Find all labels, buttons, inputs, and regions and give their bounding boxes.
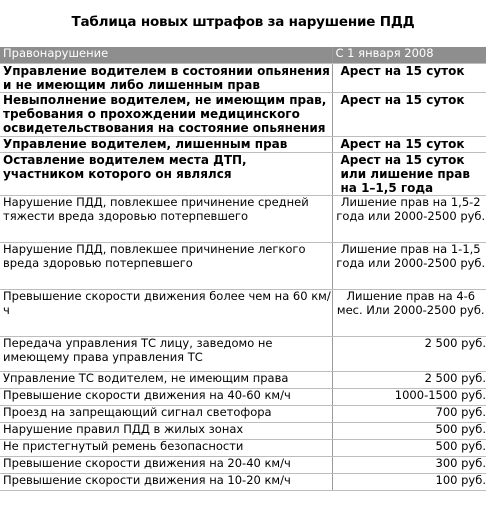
offense-cell: Нарушение ПДД, повлекшее причинение средней тяжести вреда здоровью потерпевшего xyxy=(0,196,332,243)
offense-cell: Нарушение ПДД, повлекшее причинение легкого вреда здоровью потерпевшего xyxy=(0,243,332,290)
penalty-cell: Лишение прав на 4-6 мес. Или 2000-2500 руб. xyxy=(332,290,486,337)
offense-cell: Не пристегнутый ремень безопасности xyxy=(0,440,332,457)
offense-cell: Управление водителем, лишенным прав xyxy=(0,137,332,153)
table-row xyxy=(0,64,486,93)
offense-cell: Превышение скорости движения на 10-20 км/ч xyxy=(0,474,332,491)
offense-cell: Превышение скорости движения на 20-40 км/ч xyxy=(0,457,332,474)
header-offense: Правонарушение xyxy=(0,47,332,64)
penalty-cell: Арест на 15 суток xyxy=(332,93,486,137)
penalty-cell: Лишение прав на 1-1,5 года или 2000-2500 руб. xyxy=(332,243,486,290)
page-title: Таблица новых штрафов за нарушение ПДД xyxy=(71,14,415,30)
offense-cell: Управление водителем в состоянии опьянения и не имеющим либо лишенным прав xyxy=(0,64,332,93)
table-row xyxy=(0,423,486,440)
penalty-cell: 300 руб. xyxy=(332,457,486,474)
penalty-cell: Арест на 15 суток или лишение прав на 1–1,5 года xyxy=(332,153,486,196)
offense-cell: Превышение скорости движения на 40-60 км/ч xyxy=(0,389,332,406)
penalty-cell: 100 руб. xyxy=(332,474,486,491)
table-header-row xyxy=(0,47,486,64)
offense-cell: Превышение скорости движения более чем на 60 км/ч xyxy=(0,290,332,337)
offense-cell: Нарушение правил ПДД в жилых зонах xyxy=(0,423,332,440)
fines-table xyxy=(0,47,486,491)
offense-cell: Невыполнение водителем, не имеющим прав, требования о прохождении медицинского освидетельствования на состояние опьянения xyxy=(0,93,332,137)
table-row xyxy=(0,137,486,153)
offense-cell: Оставление водителем места ДТП, участником которого он являлся xyxy=(0,153,332,196)
penalty-cell: 700 руб. xyxy=(332,406,486,423)
table-row xyxy=(0,457,486,474)
table-row xyxy=(0,372,486,389)
table-row xyxy=(0,93,486,137)
header-penalty: С 1 января 2008 xyxy=(332,47,486,64)
offense-cell: Проезд на запрещающий сигнал светофора xyxy=(0,406,332,423)
penalty-cell: 500 руб. xyxy=(332,423,486,440)
penalty-cell: Лишение прав на 1,5-2 года или 2000-2500 руб. xyxy=(332,196,486,243)
table-row xyxy=(0,440,486,457)
table-row xyxy=(0,290,486,337)
table-row xyxy=(0,389,486,406)
table-row xyxy=(0,243,486,290)
penalty-cell: Арест на 15 суток xyxy=(332,64,486,93)
penalty-cell: 2 500 руб. xyxy=(332,372,486,389)
penalty-cell: 500 руб. xyxy=(332,440,486,457)
penalty-cell: Арест на 15 суток xyxy=(332,137,486,153)
offense-cell: Передача управления ТС лицу, заведомо не имеющему права управления ТС xyxy=(0,337,332,372)
table-row xyxy=(0,406,486,423)
table-row xyxy=(0,474,486,491)
penalty-cell: 2 500 руб. xyxy=(332,337,486,372)
table-row xyxy=(0,196,486,243)
penalty-cell: 1000-1500 руб. xyxy=(332,389,486,406)
offense-cell: Управление ТС водителем, не имеющим права xyxy=(0,372,332,389)
table-row xyxy=(0,153,486,196)
table-row xyxy=(0,337,486,372)
